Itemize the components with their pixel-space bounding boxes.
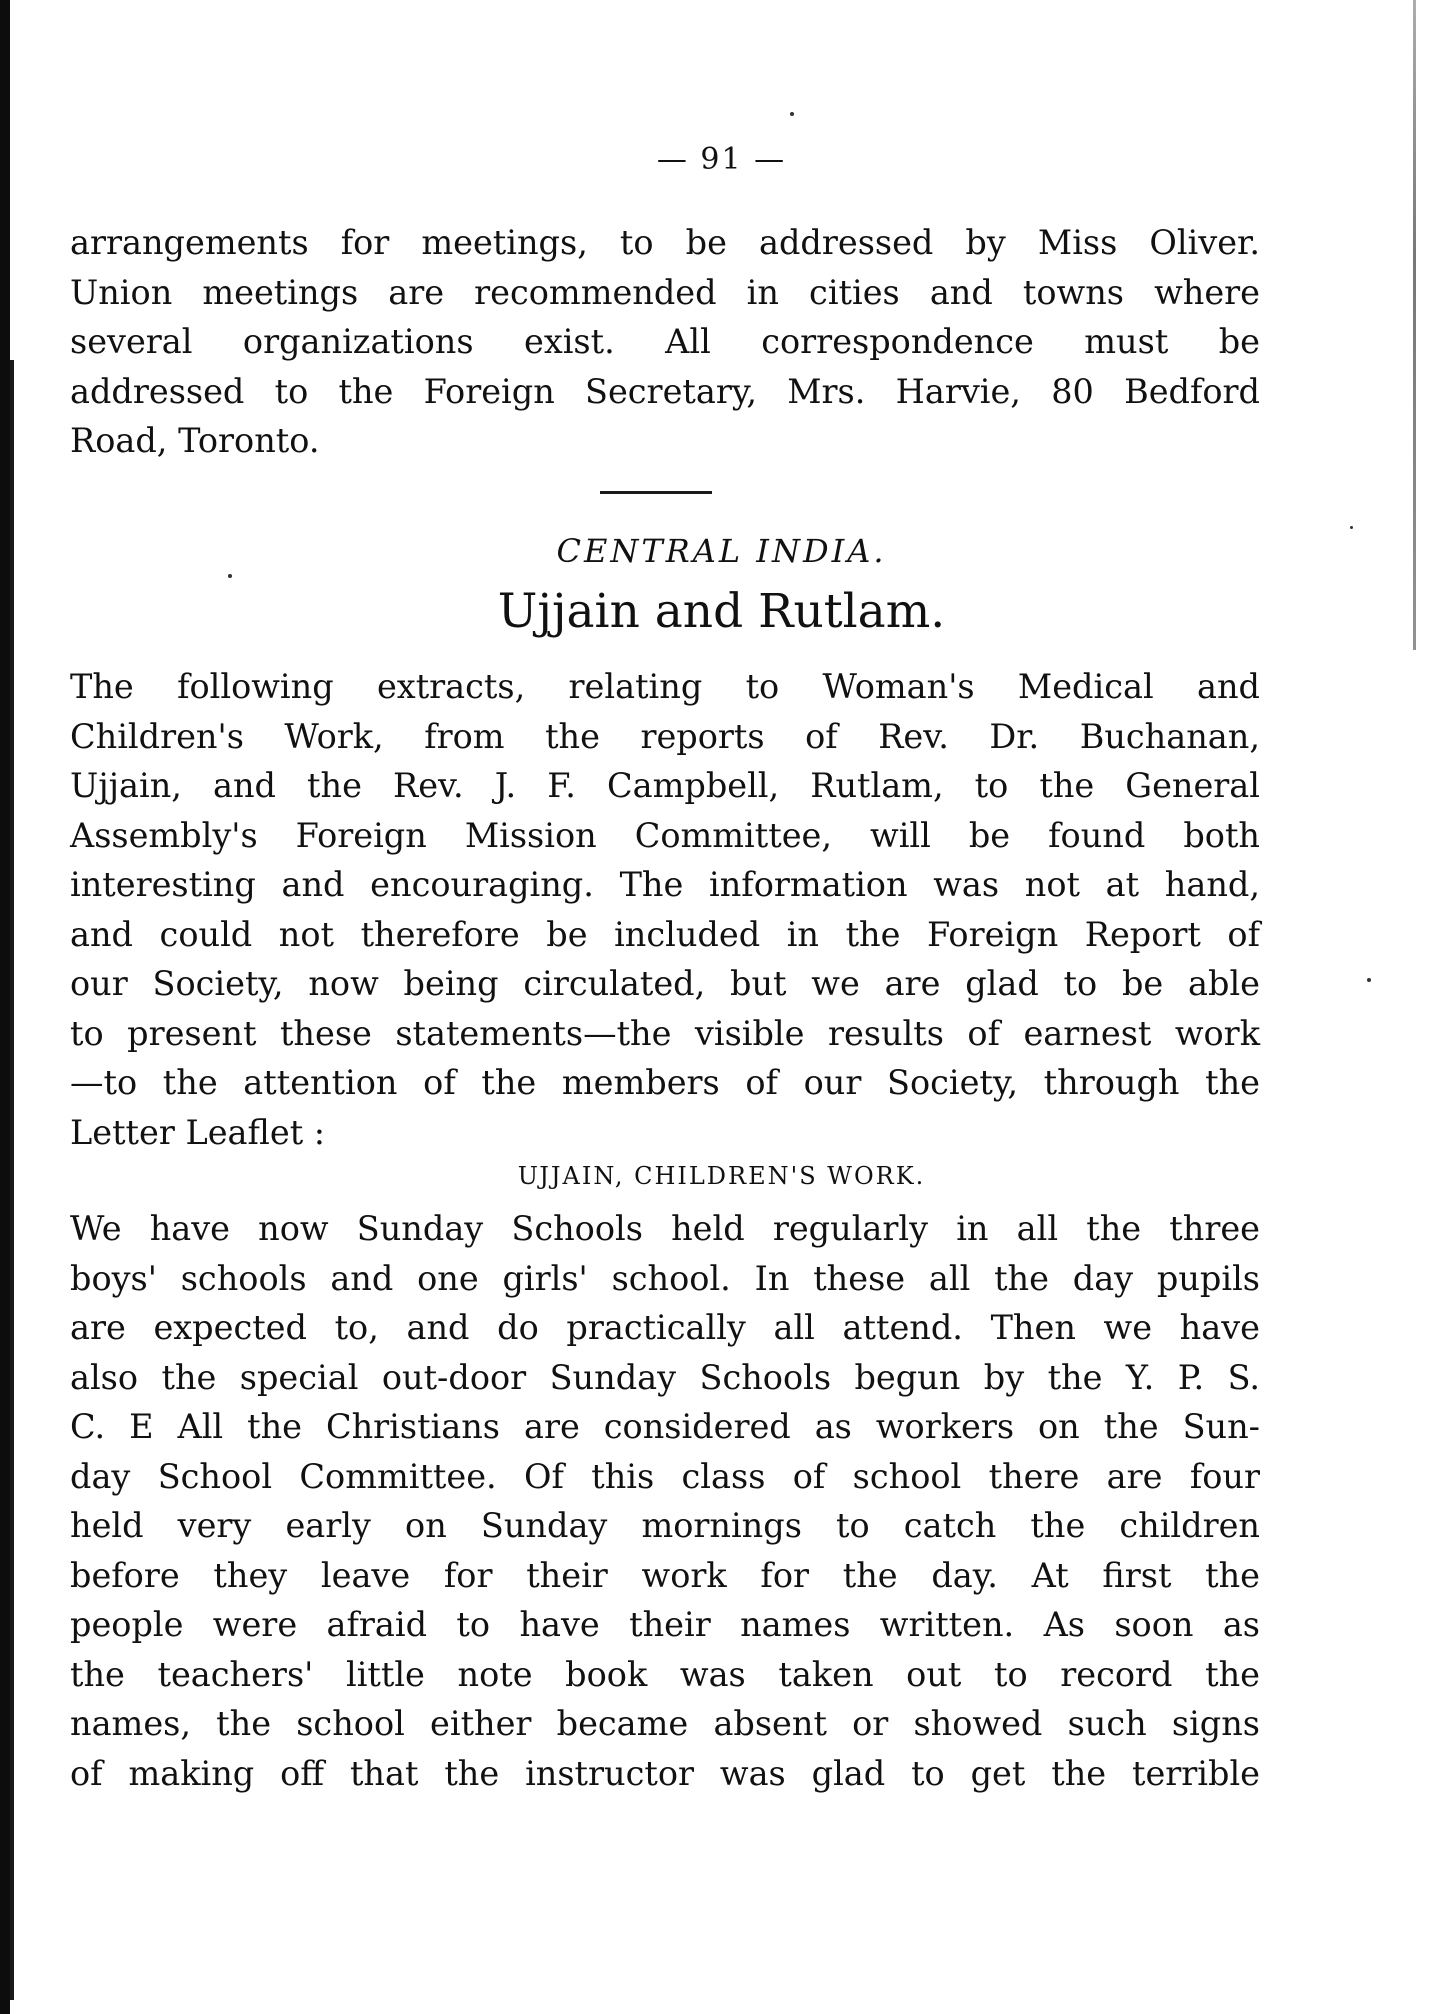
body-paragraph (70, 662, 1260, 1157)
text-line: Union meetings are recommended in cities and towns where (70, 272, 1260, 312)
text-line: our Society, now being circulated, but we are glad to be able (70, 964, 1260, 1003)
text-line: are expected to, and do practically all attend. Then we have (70, 1308, 1260, 1347)
text-line: —to the attention of the members of our Society, through the (70, 1063, 1260, 1102)
text-line: Road, Toronto. (70, 421, 320, 460)
article-title: Ujjain and Rutlam. (497, 584, 946, 639)
section-heading: CENTRAL INDIA. (556, 532, 887, 570)
page-number: — 91 — (656, 142, 787, 177)
intro-paragraph (70, 218, 1260, 466)
text-line: names, the school either became absent or showed such signs (70, 1704, 1260, 1743)
body-paragraph-2 (70, 1204, 1260, 1798)
text-line: arrangements for meetings, to be addressed by Miss Oliver. (70, 223, 1260, 262)
text-line: day School Committee. Of this class of school there are four (70, 1456, 1260, 1496)
text-line: Ujjain, and the Rev. J. F. Campbell, Rutlam, to the General (70, 766, 1260, 805)
section-divider (600, 491, 712, 494)
text-line: Children's Work, from the reports of Rev. Dr. Buchanan, (70, 716, 1260, 756)
text-line: the teachers' little note book was taken out to record the (70, 1654, 1260, 1694)
text-line: people were afraid to have their names written. As soon as (70, 1605, 1260, 1644)
text-line: Letter Leaflet : (70, 1112, 326, 1152)
text-line: before they leave for their work for the day. At first the (70, 1555, 1260, 1595)
text-line: Assembly's Foreign Mission Committee, will be found both (70, 815, 1260, 855)
text-line: also the special out-door Sunday Schools begun by the Y. P. S. (70, 1357, 1260, 1397)
text-line: addressed to the Foreign Secretary, Mrs. Harvie, 80 Bedford (70, 371, 1260, 411)
text-line: We have now Sunday Schools held regularly in all the three (70, 1209, 1260, 1248)
text-line: and could not therefore be included in the Foreign Report of (70, 914, 1260, 954)
scan-speck (228, 574, 232, 578)
scan-speck (1367, 978, 1371, 982)
scan-speck (790, 112, 794, 116)
text-line: held very early on Sunday mornings to catch the children (70, 1506, 1260, 1545)
text-line: to present these statements—the visible results of earnest work (70, 1013, 1260, 1053)
subheading: UJJAIN, CHILDREN'S WORK. (517, 1162, 926, 1190)
text-line: interesting and encouraging. The information was not at hand, (70, 865, 1260, 904)
scan-edge-left (0, 0, 10, 2014)
text-line: C. E All the Christians are considered as workers on the Sun- (70, 1407, 1260, 1446)
text-line: of making off that the instructor was glad to get the terrible (70, 1753, 1260, 1793)
text-line: The following extracts, relating to Woman's Medical and (70, 667, 1260, 706)
text-line: several organizations exist. All correspondence must be (70, 322, 1260, 361)
scan-speck (1350, 526, 1353, 529)
text-line: boys' schools and one girls' school. In these all the day pupils (70, 1258, 1260, 1298)
